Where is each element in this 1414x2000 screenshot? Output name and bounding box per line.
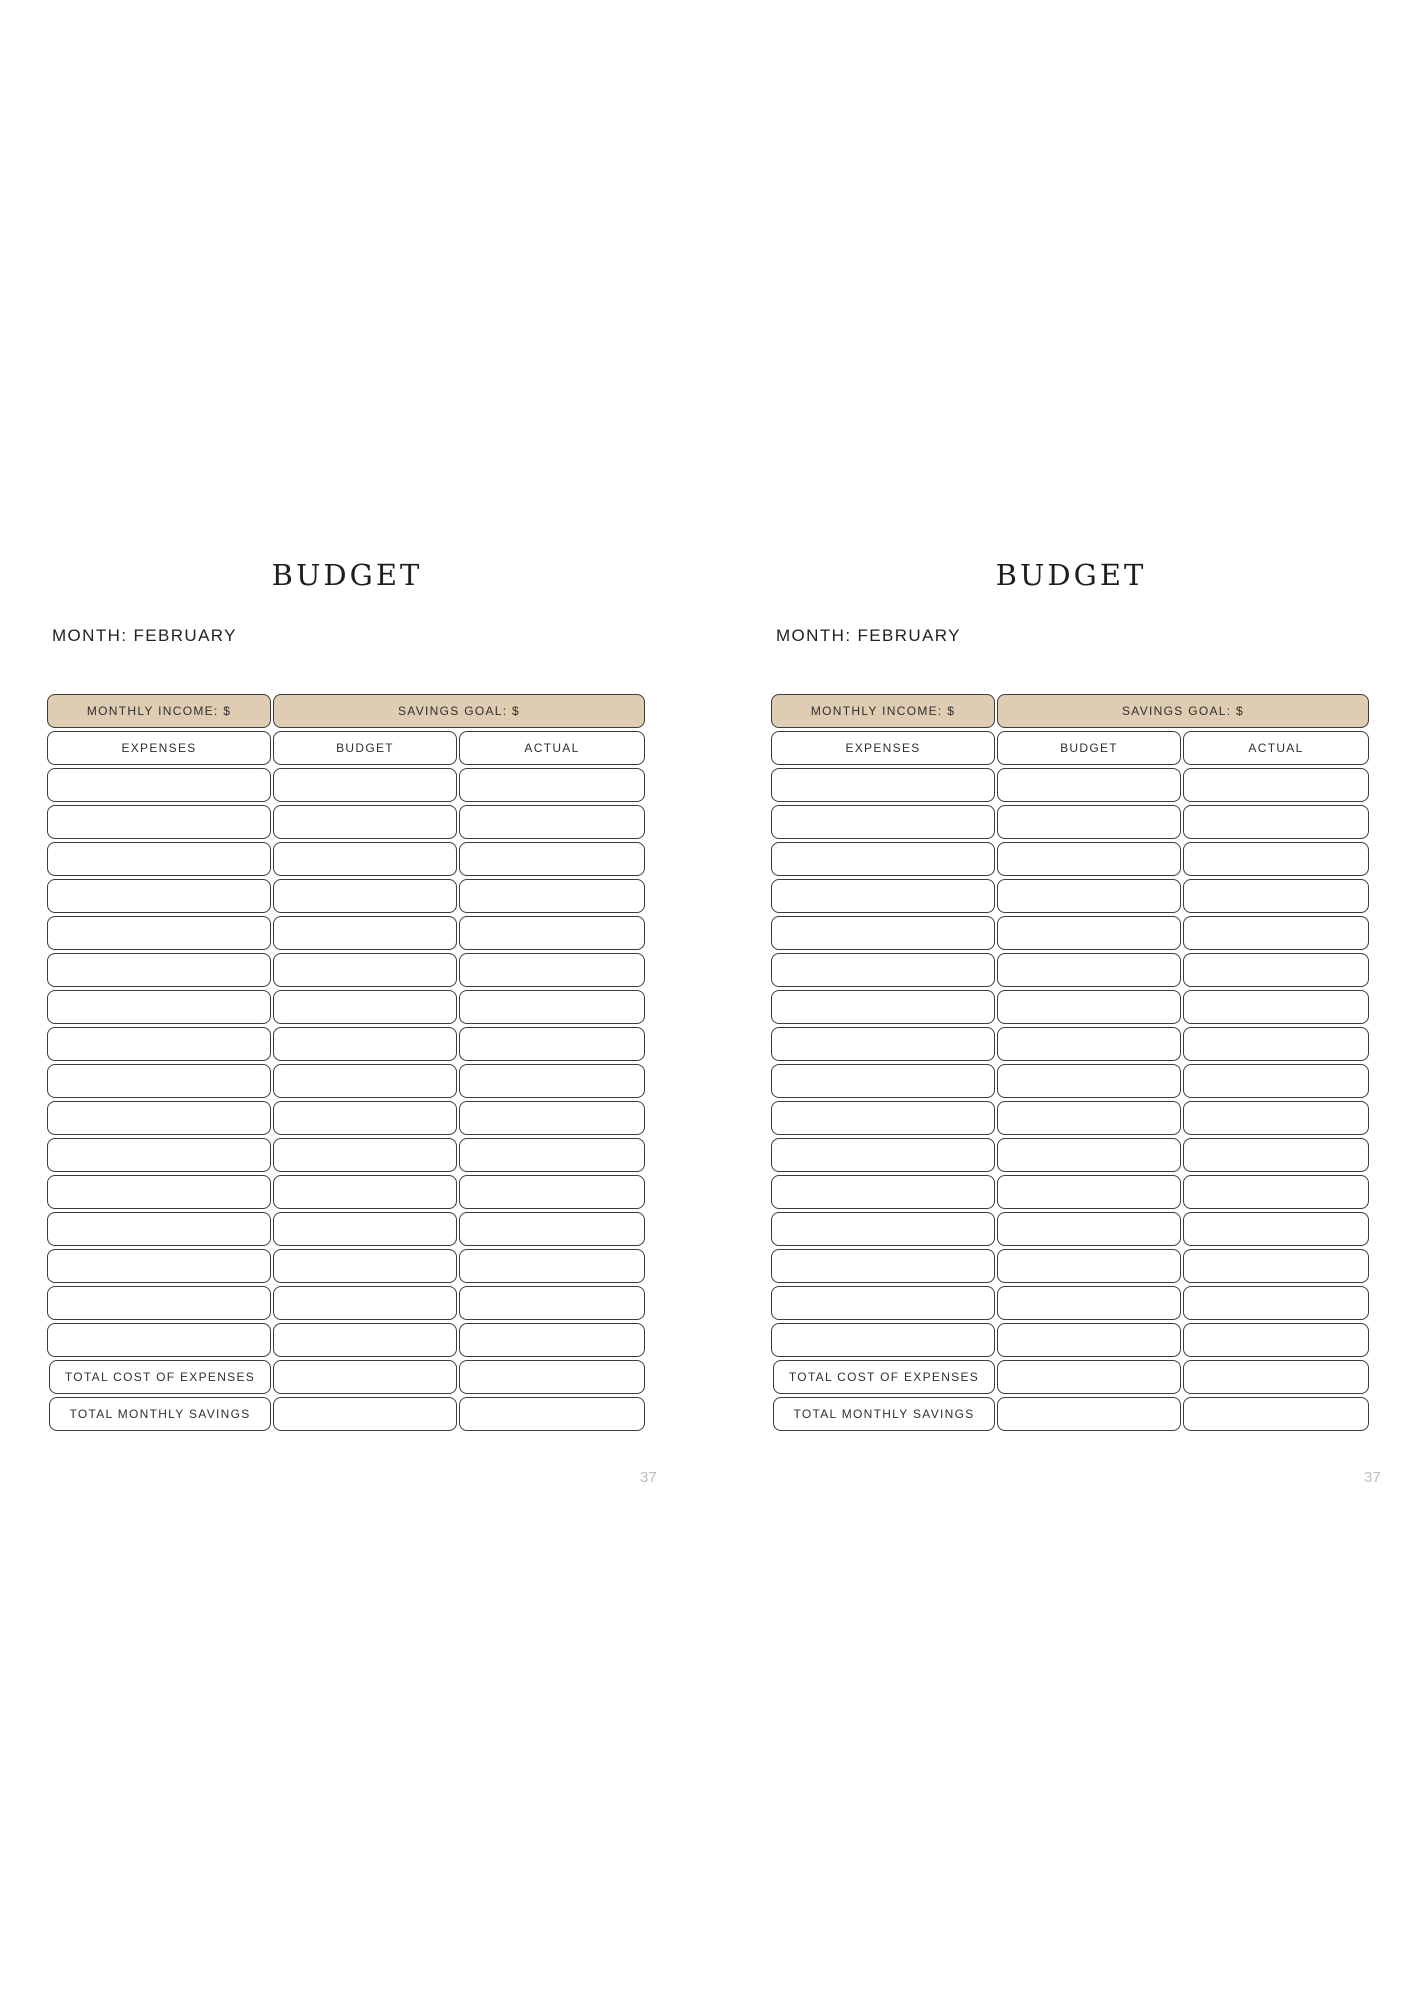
column-actual: ACTUAL xyxy=(459,731,645,765)
expense-actual-field[interactable] xyxy=(459,1175,645,1209)
expense-budget-field[interactable] xyxy=(273,953,457,987)
expense-budget-field[interactable] xyxy=(273,1286,457,1320)
expense-name-field[interactable] xyxy=(47,1138,271,1172)
expense-actual-field[interactable] xyxy=(459,1027,645,1061)
expense-actual-field[interactable] xyxy=(459,916,645,950)
expense-budget-field[interactable] xyxy=(997,1212,1181,1246)
expense-actual-field[interactable] xyxy=(459,879,645,913)
expense-name-field[interactable] xyxy=(771,990,995,1024)
expense-name-field[interactable] xyxy=(771,1027,995,1061)
expense-row xyxy=(771,1212,1369,1246)
expense-row xyxy=(47,1138,645,1172)
expense-budget-field[interactable] xyxy=(997,879,1181,913)
page-title: BUDGET xyxy=(995,558,1147,592)
expense-budget-field[interactable] xyxy=(997,990,1181,1024)
expense-actual-field[interactable] xyxy=(1183,1175,1369,1209)
expense-budget-field[interactable] xyxy=(273,1101,457,1135)
expense-budget-field[interactable] xyxy=(273,1138,457,1172)
expense-actual-field[interactable] xyxy=(459,1249,645,1283)
expense-budget-field[interactable] xyxy=(997,768,1181,802)
expense-budget-field[interactable] xyxy=(273,1175,457,1209)
expense-row xyxy=(47,1175,645,1209)
column-header-row xyxy=(47,731,645,765)
expense-budget-field[interactable] xyxy=(273,1064,457,1098)
expense-name-field[interactable] xyxy=(47,842,271,876)
expense-actual-field[interactable] xyxy=(459,1286,645,1320)
expense-name-field[interactable] xyxy=(771,1286,995,1320)
expense-budget-field[interactable] xyxy=(997,1286,1181,1320)
expense-name-field[interactable] xyxy=(771,1064,995,1098)
expense-budget-field[interactable] xyxy=(997,842,1181,876)
expense-row xyxy=(771,842,1369,876)
header-row xyxy=(771,694,1369,728)
expense-name-field[interactable] xyxy=(771,1138,995,1172)
total-expenses-actual-field[interactable] xyxy=(459,1360,645,1394)
expense-actual-field[interactable] xyxy=(1183,916,1369,950)
expense-row xyxy=(47,1323,645,1357)
expense-budget-field[interactable] xyxy=(273,1323,457,1357)
expense-row xyxy=(47,1101,645,1135)
expense-name-field[interactable] xyxy=(47,1101,271,1135)
page-title: BUDGET xyxy=(271,558,423,592)
expense-actual-field[interactable] xyxy=(1183,990,1369,1024)
expense-actual-field[interactable] xyxy=(1183,1027,1369,1061)
expense-row xyxy=(47,916,645,950)
column-header-row xyxy=(771,731,1369,765)
expense-name-field[interactable] xyxy=(47,1249,271,1283)
expense-actual-field[interactable] xyxy=(1183,1249,1369,1283)
monthly-income-field[interactable]: MONTHLY INCOME: $ xyxy=(771,694,995,728)
total-expenses-row xyxy=(771,1360,1369,1394)
expense-budget-field[interactable] xyxy=(997,1138,1181,1172)
budget-table xyxy=(47,694,645,1434)
expense-actual-field[interactable] xyxy=(1183,842,1369,876)
expense-actual-field[interactable] xyxy=(459,1323,645,1357)
expense-row xyxy=(771,768,1369,802)
expense-row xyxy=(771,1064,1369,1098)
total-savings-actual-field[interactable] xyxy=(459,1397,645,1431)
total-expenses-label: TOTAL COST OF EXPENSES xyxy=(773,1360,995,1394)
expense-name-field[interactable] xyxy=(771,916,995,950)
expense-actual-field[interactable] xyxy=(459,842,645,876)
expense-actual-field[interactable] xyxy=(459,1101,645,1135)
total-expenses-row xyxy=(47,1360,645,1394)
expense-row xyxy=(771,1249,1369,1283)
expense-actual-field[interactable] xyxy=(1183,879,1369,913)
total-expenses-label: TOTAL COST OF EXPENSES xyxy=(49,1360,271,1394)
expense-row xyxy=(47,953,645,987)
expense-row xyxy=(771,916,1369,950)
total-savings-row xyxy=(771,1397,1369,1431)
expense-row xyxy=(771,879,1369,913)
expense-name-field[interactable] xyxy=(47,1175,271,1209)
entry-rows xyxy=(47,768,645,1357)
expense-actual-field[interactable] xyxy=(1183,1212,1369,1246)
expense-row xyxy=(771,990,1369,1024)
expense-name-field[interactable] xyxy=(771,879,995,913)
expense-name-field[interactable] xyxy=(771,1323,995,1357)
expense-row xyxy=(47,842,645,876)
month-label: MONTH: xyxy=(52,626,128,645)
expense-name-field[interactable] xyxy=(771,805,995,839)
month-value: FEBRUARY xyxy=(133,626,237,645)
expense-row xyxy=(47,1064,645,1098)
expense-actual-field[interactable] xyxy=(1183,768,1369,802)
expense-budget-field[interactable] xyxy=(997,916,1181,950)
expense-name-field[interactable] xyxy=(47,768,271,802)
expense-actual-field[interactable] xyxy=(459,1138,645,1172)
expense-actual-field[interactable] xyxy=(459,990,645,1024)
total-expenses-budget-field[interactable] xyxy=(273,1360,457,1394)
expense-budget-field[interactable] xyxy=(997,1323,1181,1357)
expense-budget-field[interactable] xyxy=(273,805,457,839)
total-savings-row xyxy=(47,1397,645,1431)
expense-name-field[interactable] xyxy=(47,953,271,987)
expense-row xyxy=(47,1212,645,1246)
expense-budget-field[interactable] xyxy=(273,879,457,913)
expense-actual-field[interactable] xyxy=(1183,1138,1369,1172)
expense-row xyxy=(47,768,645,802)
expense-row xyxy=(47,879,645,913)
expense-actual-field[interactable] xyxy=(459,953,645,987)
expense-actual-field[interactable] xyxy=(1183,1323,1369,1357)
expense-actual-field[interactable] xyxy=(459,805,645,839)
column-expenses: EXPENSES xyxy=(771,731,995,765)
expense-name-field[interactable] xyxy=(47,1064,271,1098)
page-number: 37 xyxy=(1364,1469,1381,1486)
expense-name-field[interactable] xyxy=(47,1027,271,1061)
total-savings-budget-field[interactable] xyxy=(997,1397,1181,1431)
total-savings-label: TOTAL MONTHLY SAVINGS xyxy=(49,1397,271,1431)
expense-name-field[interactable] xyxy=(771,842,995,876)
expense-actual-field[interactable] xyxy=(1183,1286,1369,1320)
expense-budget-field[interactable] xyxy=(273,1027,457,1061)
expense-budget-field[interactable] xyxy=(997,953,1181,987)
expense-name-field[interactable] xyxy=(771,1101,995,1135)
expense-budget-field[interactable] xyxy=(997,1175,1181,1209)
month-line xyxy=(52,626,237,646)
expense-actual-field[interactable] xyxy=(1183,1064,1369,1098)
expense-name-field[interactable] xyxy=(771,1249,995,1283)
expense-row xyxy=(47,1286,645,1320)
expense-budget-field[interactable] xyxy=(997,1064,1181,1098)
expense-budget-field[interactable] xyxy=(273,990,457,1024)
savings-goal-field[interactable]: SAVINGS GOAL: $ xyxy=(273,694,645,728)
expense-row xyxy=(47,805,645,839)
column-expenses: EXPENSES xyxy=(47,731,271,765)
expense-name-field[interactable] xyxy=(771,1212,995,1246)
expense-budget-field[interactable] xyxy=(997,1027,1181,1061)
expense-name-field[interactable] xyxy=(47,1212,271,1246)
expense-name-field[interactable] xyxy=(47,1286,271,1320)
expense-row xyxy=(771,953,1369,987)
month-label: MONTH: xyxy=(776,626,852,645)
expense-name-field[interactable] xyxy=(47,990,271,1024)
expense-actual-field[interactable] xyxy=(459,768,645,802)
month-value: FEBRUARY xyxy=(857,626,961,645)
expense-name-field[interactable] xyxy=(47,805,271,839)
expense-budget-field[interactable] xyxy=(997,805,1181,839)
page-number: 37 xyxy=(640,1469,657,1486)
expense-name-field[interactable] xyxy=(771,768,995,802)
expense-name-field[interactable] xyxy=(771,1175,995,1209)
entry-rows xyxy=(771,768,1369,1357)
expense-row xyxy=(771,1101,1369,1135)
expense-actual-field[interactable] xyxy=(459,1064,645,1098)
expense-budget-field[interactable] xyxy=(273,1249,457,1283)
expense-row xyxy=(771,1323,1369,1357)
expense-budget-field[interactable] xyxy=(273,842,457,876)
expense-row xyxy=(771,1175,1369,1209)
total-expenses-actual-field[interactable] xyxy=(1183,1360,1369,1394)
expense-name-field[interactable] xyxy=(47,916,271,950)
expense-row xyxy=(771,1027,1369,1061)
expense-row xyxy=(771,1286,1369,1320)
expense-budget-field[interactable] xyxy=(997,1101,1181,1135)
expense-actual-field[interactable] xyxy=(1183,805,1369,839)
expense-budget-field[interactable] xyxy=(273,768,457,802)
expense-row xyxy=(47,990,645,1024)
total-savings-budget-field[interactable] xyxy=(273,1397,457,1431)
expense-row xyxy=(771,1138,1369,1172)
budget-table xyxy=(771,694,1369,1434)
expense-row xyxy=(771,805,1369,839)
total-savings-label: TOTAL MONTHLY SAVINGS xyxy=(773,1397,995,1431)
expense-actual-field[interactable] xyxy=(1183,953,1369,987)
expense-budget-field[interactable] xyxy=(997,1249,1181,1283)
savings-goal-field[interactable]: SAVINGS GOAL: $ xyxy=(997,694,1369,728)
total-expenses-budget-field[interactable] xyxy=(997,1360,1181,1394)
expense-name-field[interactable] xyxy=(47,1323,271,1357)
total-savings-actual-field[interactable] xyxy=(1183,1397,1369,1431)
column-budget: BUDGET xyxy=(273,731,457,765)
expense-name-field[interactable] xyxy=(771,953,995,987)
expense-actual-field[interactable] xyxy=(459,1212,645,1246)
expense-row xyxy=(47,1249,645,1283)
column-budget: BUDGET xyxy=(997,731,1181,765)
column-actual: ACTUAL xyxy=(1183,731,1369,765)
month-line xyxy=(776,626,961,646)
expense-row xyxy=(47,1027,645,1061)
right-page xyxy=(724,0,1414,2000)
expense-budget-field[interactable] xyxy=(273,916,457,950)
monthly-income-field[interactable]: MONTHLY INCOME: $ xyxy=(47,694,271,728)
header-row xyxy=(47,694,645,728)
expense-name-field[interactable] xyxy=(47,879,271,913)
expense-actual-field[interactable] xyxy=(1183,1101,1369,1135)
expense-budget-field[interactable] xyxy=(273,1212,457,1246)
